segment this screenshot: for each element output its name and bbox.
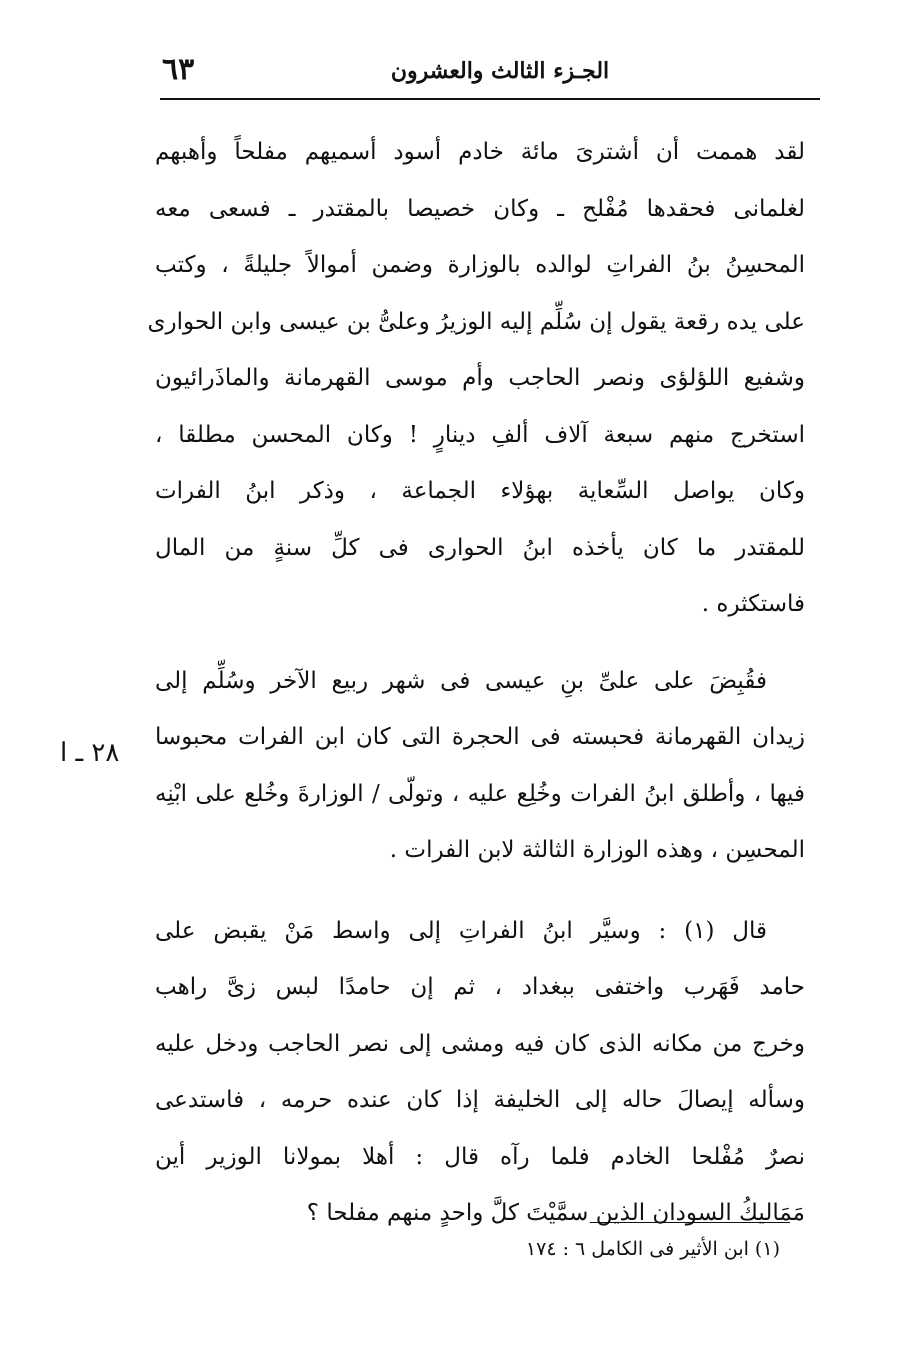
text-line: فقُبِضَ على علىِّ بنِ عيسى فى شهر ربيع الآخر وسُلِّم إلى — [155, 667, 767, 694]
text-line: فيها ، وأطلق ابنُ الفرات وخُلِع عليه ، وتولّى / الوزارةَ وخُلع على ابْنِه — [155, 780, 805, 807]
main-text — [147, 124, 805, 1242]
text-line: حامد فَهَرب واختفى ببغداد ، ثم إن حامدًا لبس زىَّ راهب — [155, 974, 805, 1000]
text-line: استخرج منهم سبعة آلاف ألفِ دينارٍ ! وكان المحسن مطلقا ، — [155, 421, 805, 448]
page-header — [160, 48, 820, 100]
text-line: زيدان القهرمانة فحبسته فى الحجرة التى كان ابن الفرات محبوسا — [155, 724, 805, 750]
text-line: نصرٌ مُفْلحا الخادم فلما رآه قال : أهلا بمولانا الوزير أين — [155, 1143, 805, 1170]
text-line: لقد هممت أن أشترىَ مائة خادم أسود أسميهم مفلحاً وأهبهم — [155, 139, 805, 165]
paragraph — [155, 653, 805, 879]
paragraph — [147, 124, 805, 633]
running-title: الجـزء الثالث والعشرون — [390, 58, 610, 84]
text-line: المحسِن ، وهذه الوزارة الثالثة لابن الفرات . — [389, 837, 805, 863]
text-line: مَمَاليكُ السودان الذين سمَّيْتَ كلَّ واحدٍ منهم مفلحا ؟ — [306, 1200, 805, 1226]
text-line: للمقتدر ما كان يأخذه ابنُ الحوارى فى كلِّ سنةٍ من المال — [155, 534, 805, 561]
text-line: وسأله إيصالَ حاله إلى الخليفة إذا كان عنده حرمه ، فاستدعى — [155, 1087, 805, 1113]
text-line: وكان يواصل السِّعاية بهؤلاء الجماعة ، وذكر ابنُ الفرات — [155, 478, 805, 504]
text-line: وشفيع اللؤلؤى ونصر الحاجب وأم موسى القهرمانة والماذَرائيون — [155, 365, 805, 391]
text-line: قال (١) : وسيَّر ابنُ الفراتِ إلى واسط مَنْ يقبض على — [155, 917, 767, 944]
text-line: على يده رقعة يقول إن سُلِّم إليه الوزيرُ وعلىُّ بن عيسى وابن الحوارى — [147, 308, 805, 335]
paragraph — [155, 903, 805, 1242]
text-line: المحسِنُ بنُ الفراتِ لوالده بالوزارة وضمن أموالاً جليلةً ، وكتب — [155, 252, 805, 278]
text-line: فاستكثره . — [701, 591, 805, 617]
text-line: لغلمانى فحقدها مُفْلح ـ وكان خصيصا بالمقتدر ـ فسعى معه — [155, 195, 805, 222]
margin-reference: ٢٨ ـ ا — [60, 738, 120, 768]
text-line: وخرج من مكانه الذى كان فيه ومشى إلى نصر الحاجب ودخل عليه — [155, 1030, 805, 1057]
page-number: ٦٣ — [162, 52, 195, 87]
footnote-divider — [590, 1222, 790, 1223]
footnote: (١) ابن الأثير فى الكامل ٦ : ١٧٤ — [525, 1238, 780, 1260]
